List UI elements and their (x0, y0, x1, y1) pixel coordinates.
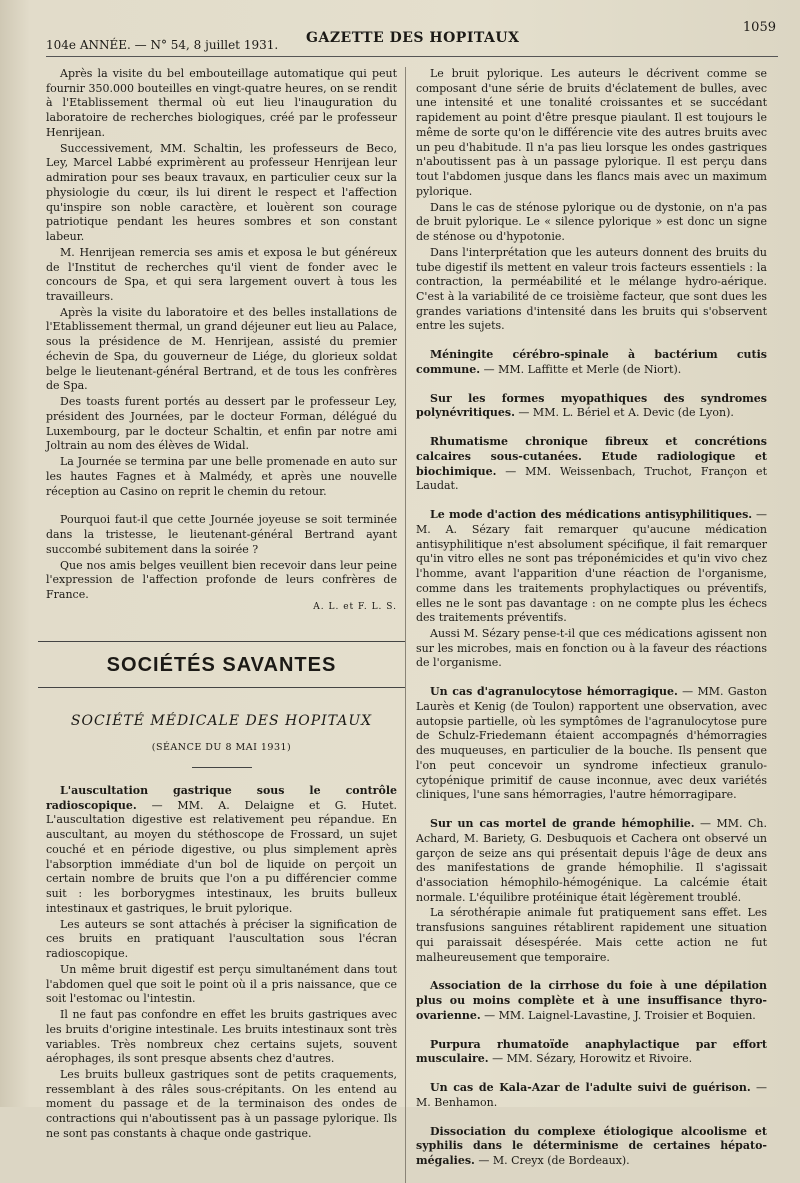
entry-lead (416, 1081, 767, 1110)
paragraph: Que nos amis belges veuillent bien recevoir dans leur peine l'expression de l'affection profonde de leurs confrères de France. (46, 558, 397, 601)
entry-lead (416, 817, 767, 905)
entry-lead (416, 508, 767, 626)
entry-authors: — MM. Weissenbach, Truchot, Françon et Laudat. (416, 464, 767, 493)
communication-entry (416, 979, 767, 1023)
entry-lead (416, 979, 767, 1023)
paragraph: Il ne faut pas confondre en effet les bruits gastriques avec les bruits d'origine intestinale. Les bruits intestinaux sont très variables. Très nombreux chez certains sujets, souvent aérophages, ils sont presque absents chez d'autres. (46, 1008, 397, 1066)
paragraph: Aussi M. Sézary pense-t-il que ces médications agissent non sur les microbes, mais en fonction ou à la faveur des réactions de l'organisme. (416, 626, 767, 670)
section-rule-bottom (38, 687, 405, 688)
entry-lead (416, 1125, 767, 1169)
two-column-body (46, 67, 778, 1183)
pylorique-continuation (416, 67, 767, 334)
entry-lead (416, 1038, 767, 1067)
entry-authors: — MM. Laffitte et Merle (de Niort). (480, 362, 682, 376)
entry-title: Un cas de Kala-Azar de l'adulte suivi de guérison. (430, 1081, 751, 1095)
paragraph: Pourquoi faut-il que cette Journée joyeuse se soit terminée dans la tristesse, le lieutenant-général Bertrand ayant succombé subitement dans la soirée ? (46, 513, 397, 556)
paragraph: La Journée se termina par une belle promenade en auto sur les hautes Fagnes et à Malmédy, et après une nouvelle réception au Casino on reprit le chemin du retour. (46, 455, 397, 498)
entry-lead (416, 392, 767, 421)
paragraph: Dans l'interprétation que les auteurs donnent des bruits du tube digestif ils mettent en valeur trois facteurs essentiels : la contraction, la perméabilité et le mélange hydro-aérique. C'est à la variabilité de ce troisième facteur, que sont dues les grandes variations d'intensité dans les bruits qui s'observent entre les sujets. (416, 245, 767, 333)
paragraph: M. Henrijean remercia ses amis et exposa le but généreux de l'Institut de recherches qu'il vient de fonder avec le concours de Spa, et qui sera largement ouvert à tous les travailleurs. (46, 245, 397, 304)
communication-entry (416, 1038, 767, 1067)
short-divider (192, 767, 252, 768)
communication-entry (416, 435, 767, 494)
communication-entry (416, 685, 767, 803)
entry-authors: — M. A. Sézary fait remarquer qu'aucune médication antisyphilitique n'est absolument spécifique, il fait remarquer qu'in vitro elles ne sont pas tréponémicides et qu'in vivo chez l'homme, avant l'apparition d'une réaction de l'organisme, comme dans les traitements prophylactiques ou préventifs, elles ne le sont pas davantage : on ne compte plus les échecs des traitements préventifs. (416, 508, 767, 625)
article-title: L'auscultation gastrique sous le contrôle radioscopique. (46, 784, 397, 812)
entry-authors: — M. Benhamon. (416, 1081, 767, 1109)
entry-title: Sur un cas mortel de grande hémophilie. (430, 817, 695, 831)
journal-title: GAZETTE DES HOPITAUX (306, 30, 520, 46)
paragraph: Successivement, MM. Schaltin, les professeurs de Beco, Ley, Marcel Labbé exprimèrent au professeur Henrijean leur admiration pour ses beaux travaux, en particulier ceux sur la physiologie du cœur, ils lui dirent le respect et l'affection qu'inspire son noble caractère, et louèrent son courage patriotique pendant les heures sombres et son constant labeur. (46, 141, 397, 244)
article-text: L'auscultation digestive est relativement peu répandue. En auscultant, au moyen du stéthoscope de Frossard, un sujet couché et en période digestive, ou plus simplement après l'absorption immédiate d'un bol de liquide on perçoit un certain nombre de bruits que l'on a pu différencier comme suit : les borborygmes intestinaux, les bruits bulleux intestinaux et gastriques, le bruit pylorique. (46, 813, 397, 915)
communication-entry (416, 392, 767, 421)
section-title: SOCIÉTÉS SAVANTES (106, 653, 337, 676)
entry-title: Méningite cérébro-spinale à bactérium cutis commune. (416, 348, 767, 376)
communication-entry (416, 1125, 767, 1169)
communication-entry (416, 348, 767, 377)
paragraph: Les bruits bulleux gastriques sont de petits craquements, ressemblant à des râles sous-crépitants. On les entend au moment du passage et de la terminaison des ondes de contractions qui n'aboutissent pas à un passage pylorique. Ils ne sont pas constants à chaque onde gastrique. (46, 1067, 397, 1140)
right-column (416, 67, 767, 1183)
page-header (46, 16, 778, 57)
entry-authors: — MM. Sézary, Horowitz et Rivoire. (488, 1052, 693, 1066)
entry-title: Un cas d'agranulocytose hémorragique. (430, 685, 678, 699)
entry-title: Le mode d'action des médications antisyphilitiques. (430, 508, 753, 522)
entry-authors: — MM. Gaston Laurès et Kenig (de Toulon) rapportent une observation, avec autopsie partielle, où les symptômes de l'agranulocytose pure de Schulz-Friedemann étaient accompagnés d'hémorragies des muqueuses, en particulier de la bouche. Ils pensent que l'on peut concevoir un syndrome infectieux granulo-cytopénique primitif de cause inconnue, avec deux variétés cliniques, l'une sans hémorragies, l'autre hémorragipare. (416, 685, 767, 802)
entry-lead (416, 348, 767, 377)
communication-entry (416, 508, 767, 671)
paragraph: Après la visite du laboratoire et des belles installations de l'Etablissement thermal, un grand déjeuner eut lieu au Palace, sous la présidence de M. Henrijean, assisté du premier échevin de Spa, du gouverneur de Liége, du glorieux soldat belge le lieutenant-général Bertrand, et de tous les confrères de Spa. (46, 305, 397, 393)
seance-date: (SÉANCE DU 8 MAI 1931) (151, 742, 292, 754)
communication-entry (416, 817, 767, 965)
entry-lead (416, 685, 767, 803)
society-title: SOCIÉTÉ MÉDICALE DES HOPITAUX (70, 712, 373, 729)
entry-title: Sur les formes myopathiques des syndromes polynévritiques. (416, 391, 767, 420)
issue-line: 104e ANNÉE. — N° 54, 8 juillet 1931. (46, 38, 279, 52)
entry-title: Rhumatisme chronique fibreux et concrétions calcaires sous-cutanées. Etude radiologique et biochimique. (416, 435, 767, 478)
entry-title: Purpura rhumatoïde anaphylactique par effort musculaire. (416, 1037, 767, 1066)
paragraph: Les auteurs se sont attachés à préciser la signification de ces bruits en pratiquant l'auscultation sous l'écran radioscopique. (46, 917, 397, 961)
paragraph: Après la visite du bel embouteillage automatique qui peut fournir 350.000 bouteilles en vingt-quatre heures, on se rendit à l'Etablissement thermal où eut lieu l'inauguration du laboratoire de recherches biologiques, créé par le professeur Henrijean. (46, 67, 397, 139)
entry-title: Dissociation du complexe étiologique alcoolisme et syphilis dans le déterminisme de certaines hépato-mégalies. (416, 1124, 767, 1167)
page-number: 1059 (742, 20, 776, 35)
entry-title: Association de la cirrhose du foie à une dépilation plus ou moins complète et à une insuffisance thyro-ovarienne. (416, 979, 767, 1022)
entry-authors: — MM. Ch. Achard, M. Bariety, G. Desbuquois et Cachera ont observé un garçon de seize ans qui présentait depuis l'âge de deux ans des manifestations de grande hémophilie. Il s'agissait d'association hémophilo-hémogénique. La calcémie était normale. L'équilibre protéinique était légèrement troublé. (416, 817, 767, 904)
paragraph: La sérothérapie animale fut pratiquement sans effet. Les transfusions sanguines rétablirent rapidement une situation qui paraissait désespérée. Mais cette action ne fut malheureusement que temporaire. (416, 906, 767, 964)
spacer (46, 499, 397, 513)
article-authors: — MM. A. Delaigne et G. Hutet. (136, 798, 397, 812)
entry-authors: — M. Creyx (de Bordeaux). (474, 1154, 630, 1167)
article-lead (46, 784, 397, 917)
paragraph: Des toasts furent portés au dessert par le professeur Ley, président des Journées, par le docteur Forman, délégué du Luxembourg, par le docteur Schaltin, et enfin par notre ami Joltrain au nom des élèves de Widal. (46, 395, 397, 453)
entry-authors: — MM. Laignel-Lavastine, J. Troisier et Boquien. (480, 1008, 756, 1022)
paragraph: Le bruit pylorique. Les auteurs le décrivent comme se composant d'une série de bruits d'éclatement de bulles, avec une intensité et une tonalité croissantes et se succédant rapidement au point d'être presque piaulant. Il est toujours le même de sorte qu'on le différencie vite des autres bruits avec un peu d'habitude. Il n'a pas lieu lorsque les ondes gastriques n'aboutissent pas à un passage pylorique. Il est perçu dans tout l'abdomen jusque dans les flancs mais avec un maximum pylorique. (416, 67, 767, 198)
author-signature: A. L. et F. L. S. (313, 601, 397, 612)
paragraph: Un même bruit digestif est perçu simultanément dans tout l'abdomen quel que soit le point où il a pris naissance, que ce soit l'estomac ou l'intestin. (46, 962, 397, 1006)
communication-entry (416, 1081, 767, 1110)
paragraph: Dans le cas de sténose pylorique ou de dystonie, on n'a pas de bruit pylorique. Le « silence pylorique » est donc un signe de sténose ou d'hypotonie. (416, 200, 767, 244)
left-column (46, 67, 406, 1183)
entry-lead (416, 435, 767, 494)
auscultation-article (46, 784, 397, 1142)
spa-report (46, 67, 397, 613)
entry-authors: — MM. L. Bériel et A. Devic (de Lyon). (514, 406, 734, 420)
